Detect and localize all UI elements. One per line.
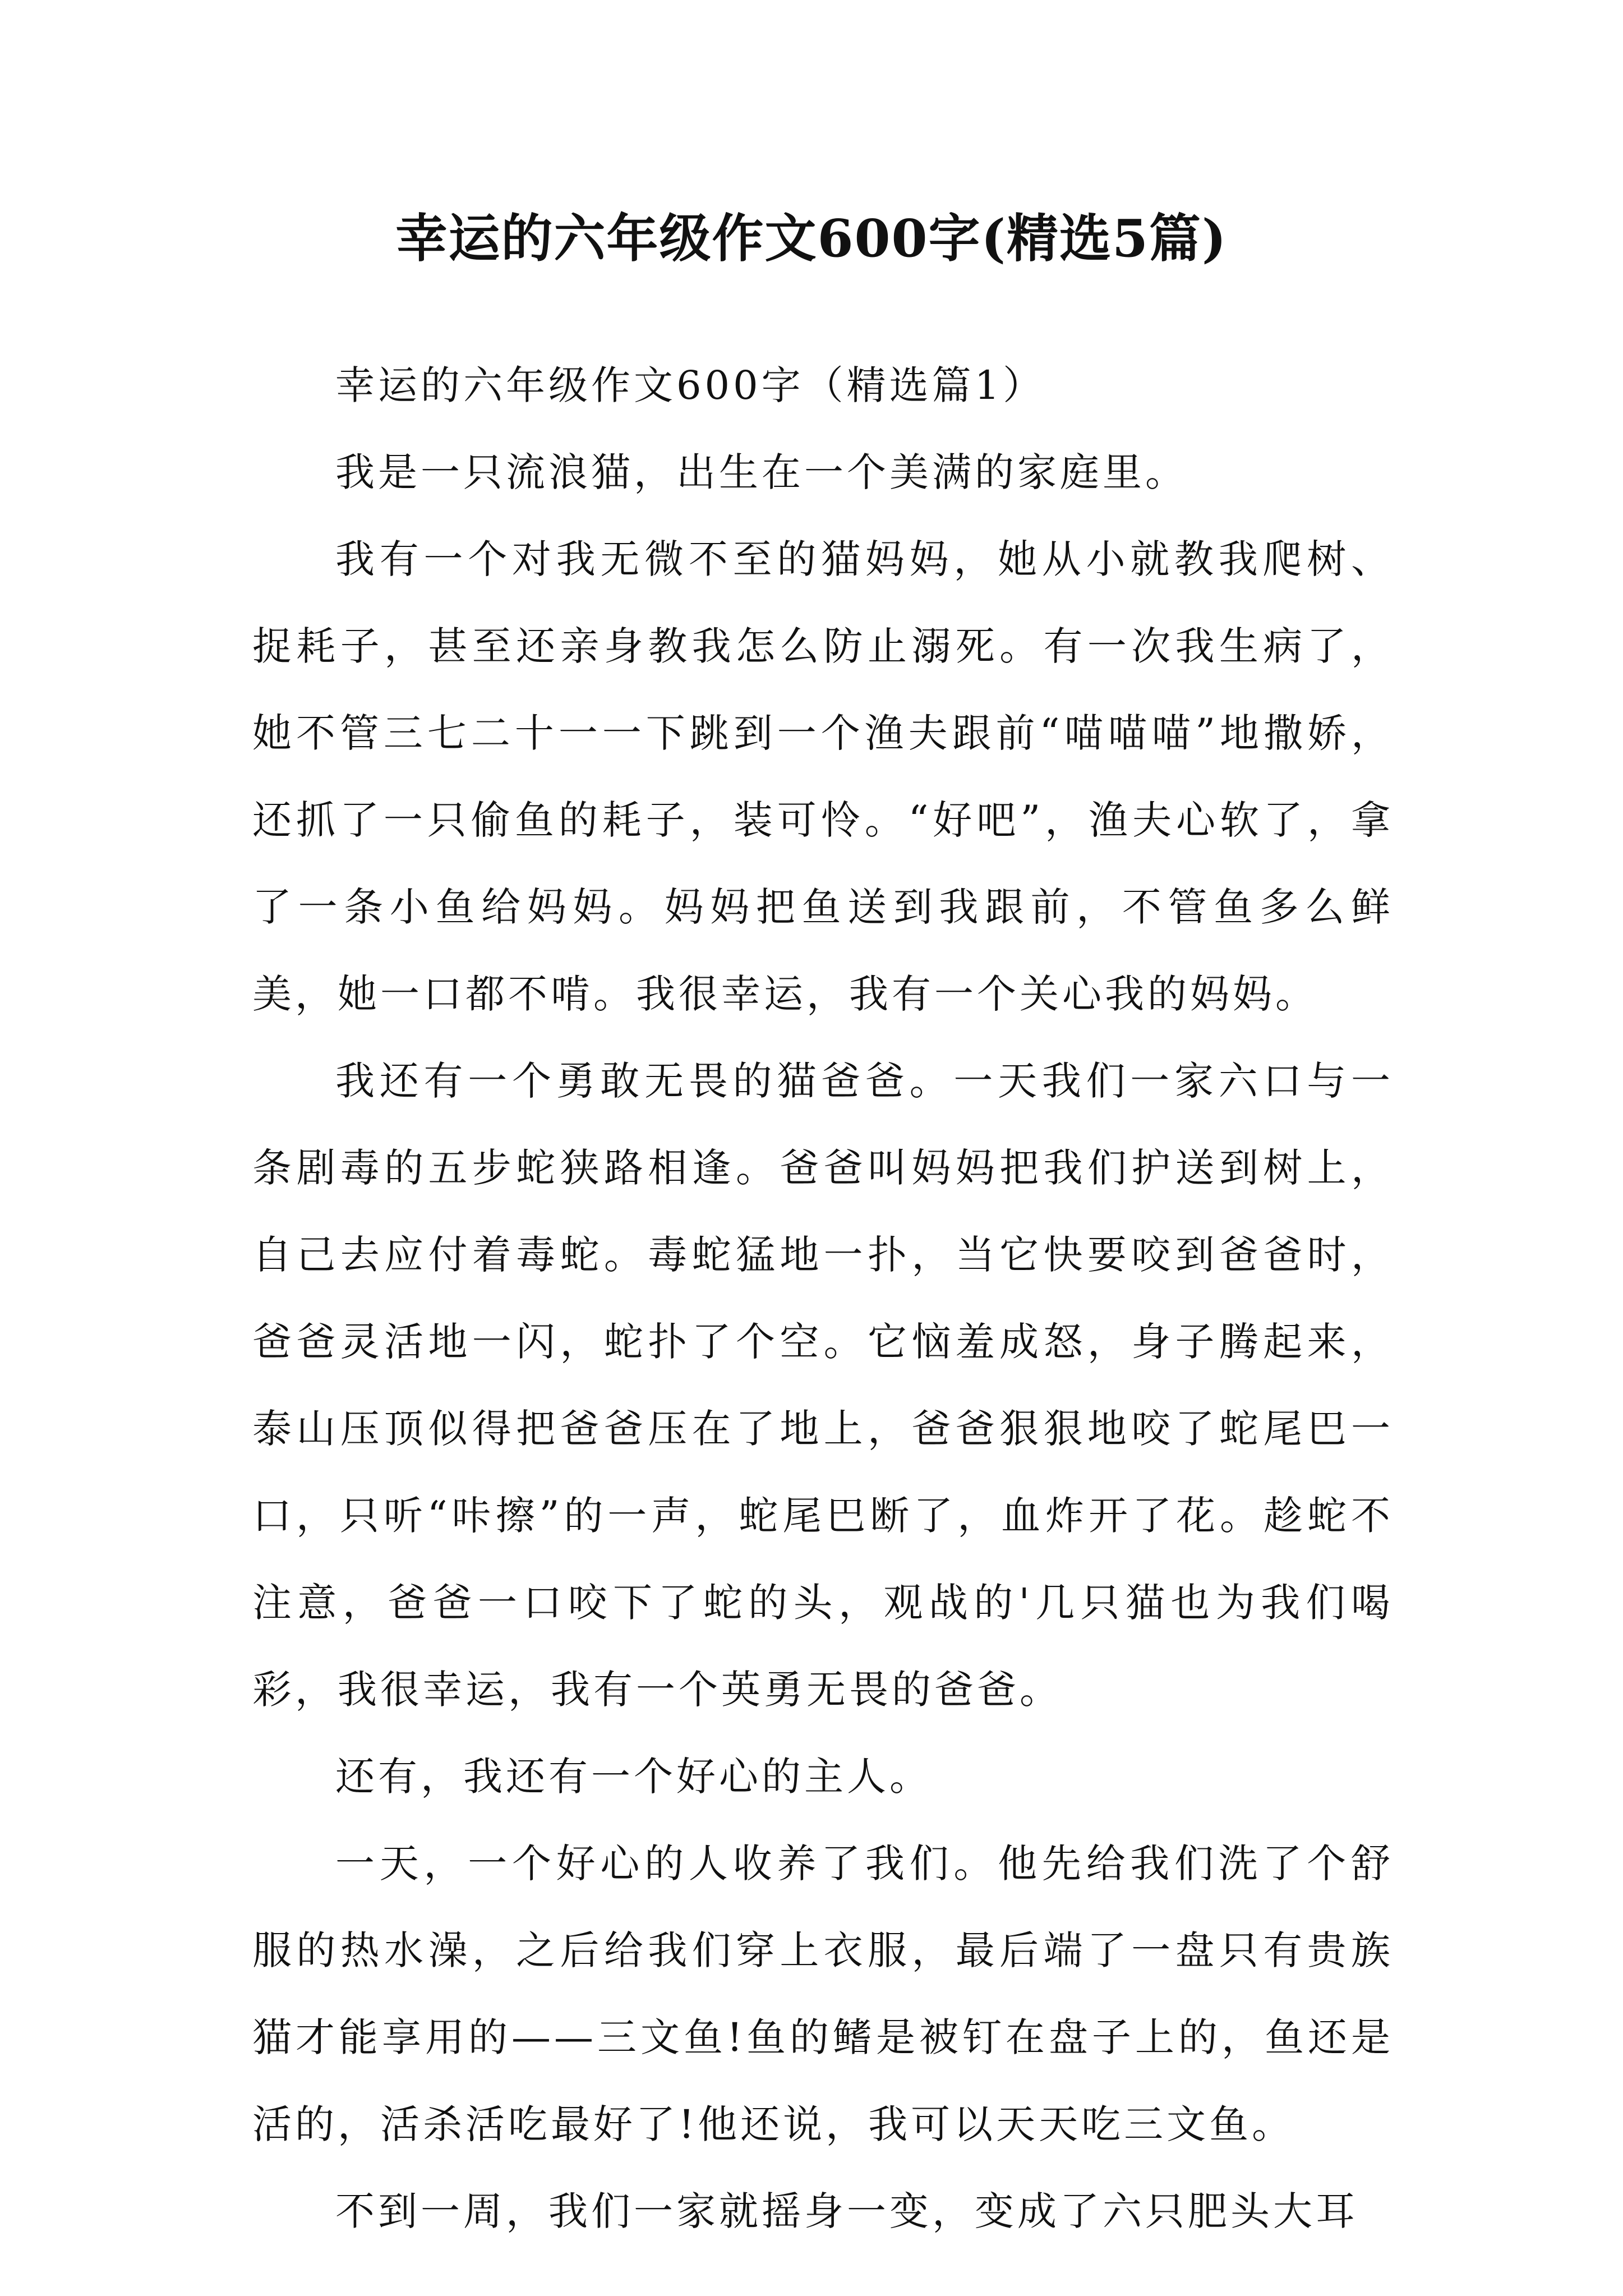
document-title: 幸运的六年级作文600字(精选5篇) [395, 208, 1228, 269]
paragraph: 我还有一个勇敢无畏的猫爸爸。一天我们一家六口与一条剧毒的五步蛇狭路相逢。爸爸叫妈妈把我们护送到树上，自己去应付着毒蛇。毒蛇猛地一扑，当它快要咬到爸爸时，爸爸灵活地一闪，蛇扑了个空。它恼羞成怒，身子腾起来，泰山压顶似得把爸爸压在了地上，爸爸狠狠地咬了蛇尾巴一口，只听“咔擦”的一声，蛇尾巴断了，血炸开了花。趁蛇不注意，爸爸一口咬下了蛇的头，观战的'几只猫也为我们喝彩，我很幸运，我有一个英勇无畏的爸爸。 [252, 1058, 1394, 1713]
paragraph: 还有，我还有一个好心的主人。 [335, 1754, 932, 1800]
document-body [252, 342, 1394, 2255]
paragraph: 我是一只流浪猫，出生在一个美满的家庭里。 [335, 449, 1188, 495]
paragraph: 一天，一个好心的人收养了我们。他先给我们洗了个舒服的热水澡，之后给我们穿上衣服，最后端了一盘只有贵族猫才能享用的——三文鱼!鱼的鳍是被钉在盘子上的，鱼还是活的，活杀活吃最好了!他还说，我可以天天吃三文鱼。 [252, 1841, 1394, 2147]
paragraph: 不到一周，我们一家就摇身一变，变成了六只肥头大耳 [335, 2188, 1358, 2234]
section-heading: 幸运的六年级作文600字（精选篇1） [335, 362, 1046, 408]
paragraph: 我有一个对我无微不至的猫妈妈，她从小就教我爬树、捉耗子，甚至还亲身教我怎么防止溺死。有一次我生病了，她不管三七二十一一下跳到一个渔夫跟前“喵喵喵”地撒娇，还抓了一只偷鱼的耗子，装可怜。“好吧”，渔夫心软了，拿了一条小鱼给妈妈。妈妈把鱼送到我跟前，不管鱼多么鲜美，她一口都不啃。我很幸运，我有一个关心我的妈妈。 [252, 536, 1394, 1017]
